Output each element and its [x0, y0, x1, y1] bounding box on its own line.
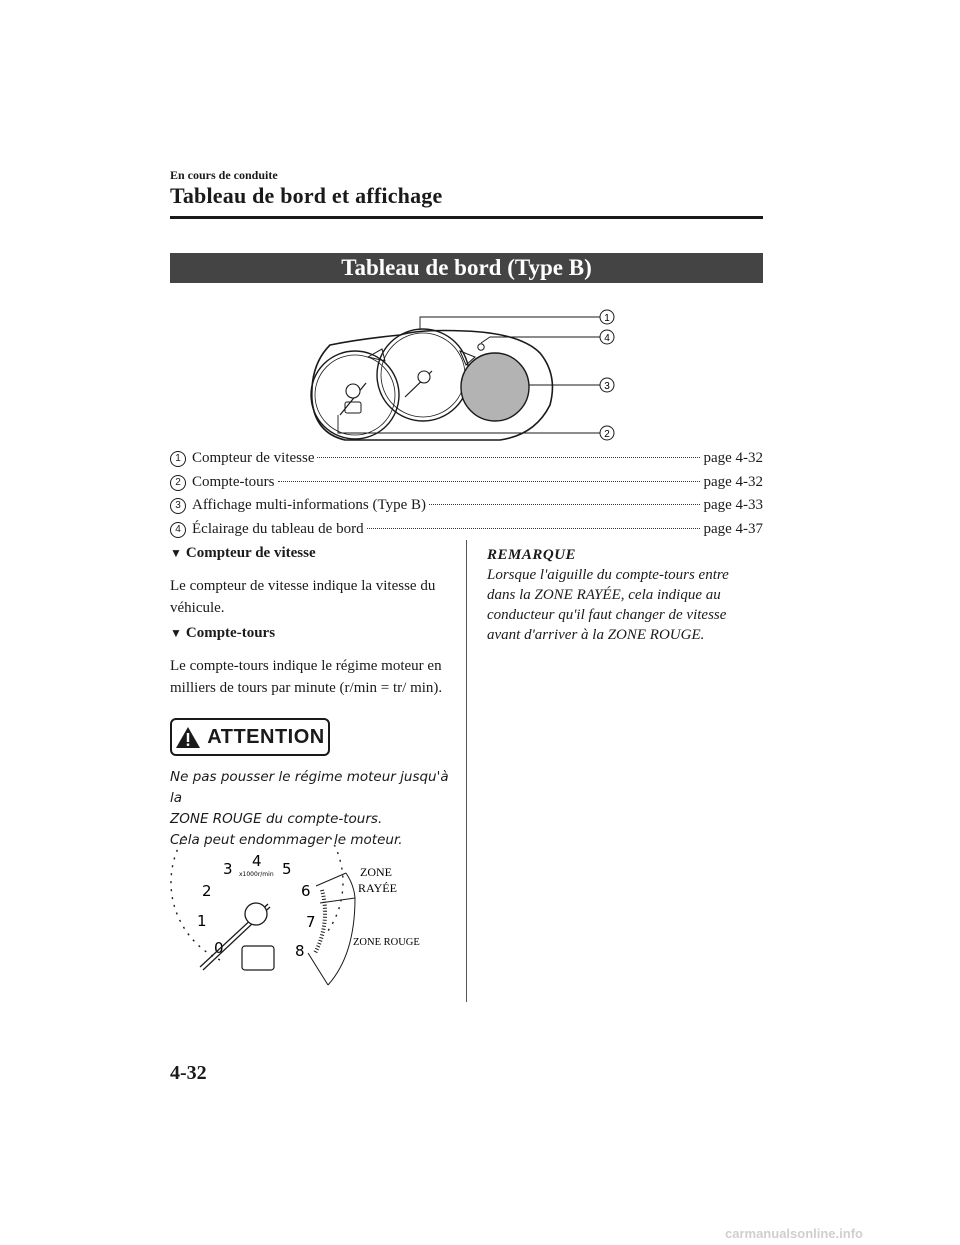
index-page-ref[interactable]: page 4-32: [703, 473, 763, 490]
index-number: 1: [170, 451, 186, 467]
tachometer-heading: ▼ Compte-tours: [170, 625, 276, 641]
instrument-cluster-diagram: [300, 305, 630, 455]
watermark: carmanualsonline.info: [725, 1226, 863, 1241]
scale-8: 8: [295, 942, 305, 960]
red-zone-label: ZONE ROUGE: [353, 937, 420, 948]
component-index: [170, 450, 763, 544]
index-label: Éclairage du tableau de bord: [192, 520, 364, 537]
scale-0: 0: [214, 939, 224, 957]
column-divider: [466, 540, 467, 1002]
callout-2-label: 2: [604, 429, 610, 440]
attention-box: [170, 718, 330, 756]
section-title: Tableau de bord et affichage: [170, 183, 443, 208]
index-label: Compte-tours: [192, 473, 275, 490]
scale-5: 5: [282, 860, 292, 878]
chapter-label: En cours de conduite: [170, 168, 278, 182]
note-text: Lorsque l'aiguille du compte-tours entre dans la ZONE RAYÉE, cela indique au conducteur qu'il faut changer de vitesse avant d'arriver à la ZONE ROUGE.: [487, 567, 729, 643]
callout-3-label: 3: [604, 381, 610, 392]
attention-label: ATTENTION: [207, 725, 325, 748]
page-number: 4-32: [170, 1062, 207, 1084]
attention-line: Ne pas pousser le régime moteur jusqu'à la: [170, 769, 449, 806]
callout-4: [600, 330, 614, 344]
callout-4-label: 4: [604, 333, 610, 344]
scale-3: 3: [223, 860, 233, 878]
scale-1: 1: [197, 912, 207, 930]
index-row-tachometer: [170, 474, 763, 498]
leader-dots: [429, 504, 700, 505]
callout-3: [600, 378, 614, 392]
tachometer-description: Le compte-tours indique le régime moteur en milliers de tours par minute (r/min = tr/ min).: [170, 658, 443, 696]
topic-banner: Tableau de bord (Type B): [170, 253, 763, 283]
attention-line: Cela peut endommager le moteur.: [170, 832, 403, 848]
speedometer-heading: ▼ Compteur de vitesse: [170, 545, 316, 561]
striped-zone-label-1: ZONE: [360, 865, 392, 879]
tachometer-zone-diagram: [170, 835, 460, 995]
panel-illumination-indicator: [478, 344, 484, 350]
tacho-unit: x1000r/min: [239, 871, 274, 878]
index-page-ref[interactable]: page 4-37: [703, 520, 763, 537]
attention-line: ZONE ROUGE du compte-tours.: [170, 811, 383, 827]
index-number: 4: [170, 522, 186, 538]
index-label: Affichage multi-informations (Type B): [192, 497, 427, 513]
scale-2: 2: [202, 882, 212, 900]
header-rule: [170, 216, 763, 219]
index-number: 2: [170, 475, 186, 491]
index-number: 3: [170, 498, 186, 514]
callout-1-label: 1: [604, 313, 610, 324]
callout-1: [600, 310, 614, 324]
callout-2: [600, 426, 614, 440]
speedometer-description: Le compteur de vitesse indique la vitesse du véhicule.: [170, 578, 436, 616]
index-page-ref[interactable]: page 4-32: [703, 450, 763, 466]
triangle-bullet-icon: ▼: [170, 626, 182, 640]
scale-4: 4: [252, 852, 262, 870]
scale-6: 6: [301, 882, 311, 900]
multi-information-display: [461, 353, 529, 421]
leader-dots: [367, 528, 701, 529]
note-title: REMARQUE: [487, 547, 577, 563]
index-row-multi-info: [170, 497, 763, 521]
triangle-bullet-icon: ▼: [170, 546, 182, 560]
index-row-speedometer: [170, 450, 763, 474]
index-label: Compteur de vitesse: [192, 450, 315, 466]
scale-7: 7: [306, 913, 316, 931]
leader-dots: [317, 457, 700, 458]
index-page-ref[interactable]: page 4-33: [703, 497, 763, 513]
warning-icon: [175, 726, 201, 749]
leader-dots: [278, 481, 701, 482]
striped-zone-label-2: RAYÉE: [358, 881, 397, 895]
